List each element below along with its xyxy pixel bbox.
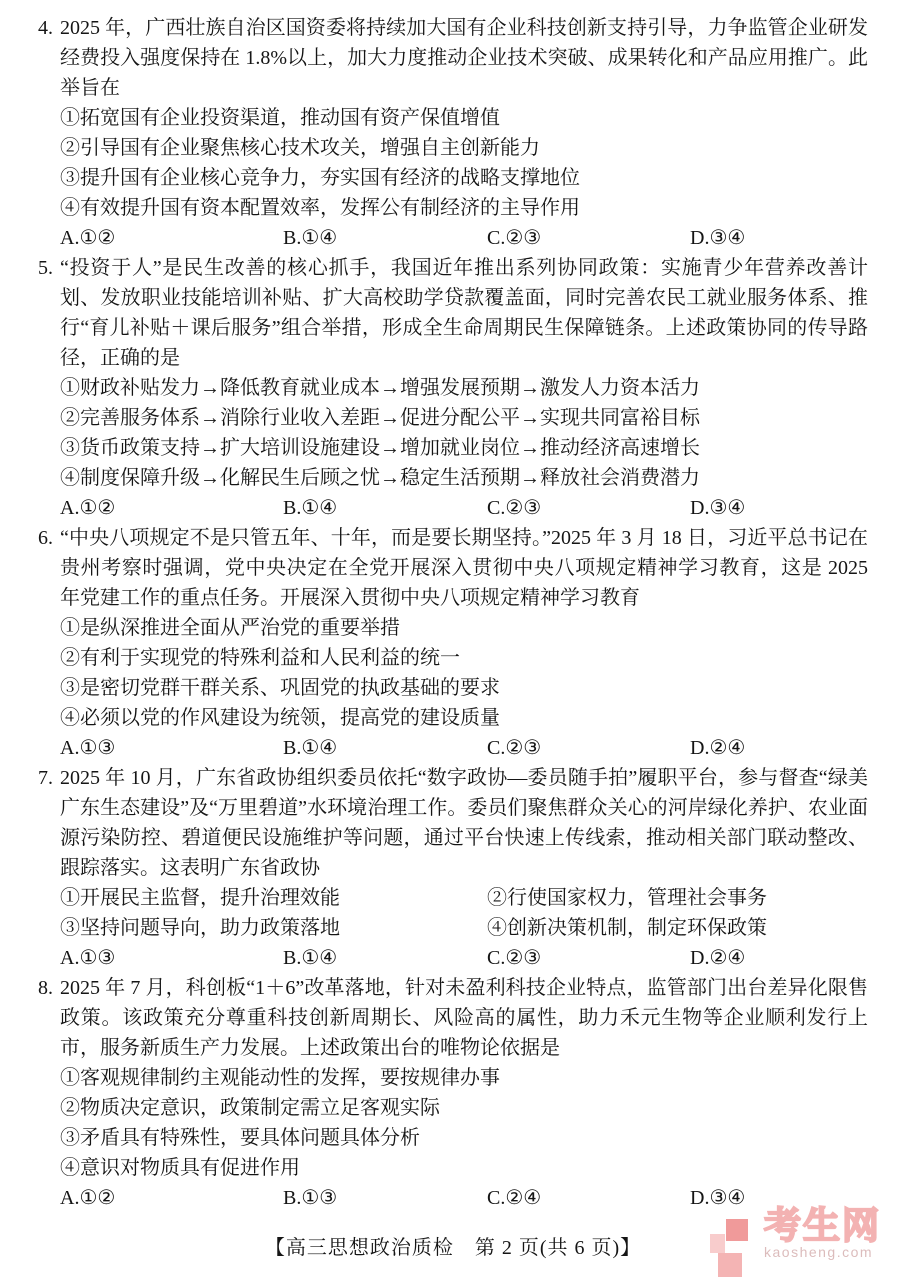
question-8-option-c: C.②④ [487, 1187, 542, 1209]
question-6-item-2: ②有利于实现党的特殊利益和人民利益的统一 [60, 647, 460, 669]
question-5-item-4: ④制度保障升级→化解民生后顾之忧→稳定生活预期→释放社会消费潜力 [60, 467, 700, 489]
question-6-option-d: D.②④ [690, 737, 746, 759]
question-5-stem [38, 253, 868, 373]
question-8-item-4: ④意识对物质具有促进作用 [60, 1157, 300, 1179]
question-5-option-b: B.①④ [283, 497, 338, 519]
question-4-item-3: ③提升国有企业核心竞争力，夯实国有经济的战略支撑地位 [60, 167, 580, 189]
question-7-option-b: B.①④ [283, 947, 338, 969]
page-footer: 【高三思想政治质检 第 2 页(共 6 页)】 [264, 1237, 642, 1259]
question-6-item-1: ①是纵深推进全面从严治党的重要举措 [60, 617, 400, 639]
question-5-item-2: ②完善服务体系→消除行业收入差距→促进分配公平→实现共同富裕目标 [60, 407, 700, 429]
question-4-option-a: A.①② [60, 227, 116, 249]
question-4-item-4: ④有效提升国有资本配置效率，发挥公有制经济的主导作用 [60, 197, 580, 219]
question-8-item-1: ①客观规律制约主观能动性的发挥，要按规律办事 [60, 1067, 500, 1089]
question-7-stem-text: 2025 年 10 月，广东省政协组织委员依托“数字政协—委员随手拍”履职平台，参与督查“绿美广东生态建设”及“万里碧道”水环境治理工作。委员们聚焦群众关心的河岸绿化养护、农业面源污染防控、碧道便民设施维护等问题，通过平台快速上传线索，推动相关部门联动整改、跟踪落实。这表明广东省政协 [60, 767, 868, 879]
question-5-option-d: D.③④ [690, 497, 746, 519]
question-7-item-1: ①开展民主监督，提升治理效能 [60, 887, 340, 909]
question-8-options [38, 1183, 868, 1213]
question-7-option-c: C.②③ [487, 947, 542, 969]
question-7-stem [38, 763, 868, 883]
question-4-stem [38, 13, 868, 103]
question-6-option-b: B.①④ [283, 737, 338, 759]
question-8-number: 8. [38, 977, 53, 999]
question-7-number: 7. [38, 767, 53, 789]
question-4-item-2: ②引导国有企业聚焦核心技术攻关，增强自主创新能力 [60, 137, 540, 159]
question-6-items [38, 613, 868, 733]
question-7-option-a: A.①③ [60, 947, 116, 969]
question-6 [38, 523, 868, 763]
question-8-items [38, 1063, 868, 1183]
question-8-option-a: A.①② [60, 1187, 116, 1209]
question-8 [38, 973, 868, 1213]
question-8-item-2: ②物质决定意识，政策制定需立足客观实际 [60, 1097, 440, 1119]
question-7-items [38, 883, 868, 943]
question-5 [38, 253, 868, 523]
question-8-stem-text: 2025 年 7 月，科创板“1＋6”改革落地，针对未盈利科技企业特点，监管部门出台差异化限售政策。该政策充分尊重科技创新周期长、风险高的属性，助力禾元生物等企业顺利发行上市，服务新质生产力发展。上述政策出台的唯物论依据是 [60, 977, 868, 1059]
question-4-item-1: ①拓宽国有企业投资渠道，推动国有资产保值增值 [60, 107, 500, 129]
question-5-item-1: ①财政补贴发力→降低教育就业成本→增强发展预期→激发人力资本活力 [60, 377, 700, 399]
question-8-option-b: B.①③ [283, 1187, 338, 1209]
question-6-stem [38, 523, 868, 613]
question-7-options [38, 943, 868, 973]
question-4-option-d: D.③④ [690, 227, 746, 249]
question-5-option-a: A.①② [60, 497, 116, 519]
question-4-number: 4. [38, 17, 53, 39]
question-5-option-c: C.②③ [487, 497, 542, 519]
question-5-stem-text: “投资于人”是民生改善的核心抓手，我国近年推出系列协同政策：实施青少年营养改善计划、发放职业技能培训补贴、扩大高校助学贷款覆盖面，同时完善农民工就业服务体系、推行“育儿补贴＋课后服务”组合举措，形成全生命周期民生保障链条。上述政策协同的传导路径，正确的是 [60, 257, 868, 369]
watermark-domain-text: kaosheng.com [764, 1244, 874, 1260]
question-7-item-4: ④创新决策机制，制定环保政策 [487, 917, 767, 939]
question-7-item-3: ③坚持问题导向，助力政策落地 [60, 917, 340, 939]
question-4-items [38, 103, 868, 223]
question-6-item-4: ④必须以党的作风建设为统领，提高党的建设质量 [60, 707, 500, 729]
question-6-stem-text: “中央八项规定不是只管五年、十年，而是要长期坚持。”2025 年 3 月 18 日，习近平总书记在贵州考察时强调，党中央决定在全党开展深入贯彻中央八项规定精神学习教育，这是 2025 年党建工作的重点任务。开展深入贯彻中央八项规定精神学习教育 [60, 527, 868, 609]
question-8-item-3: ③矛盾具有特殊性，要具体问题具体分析 [60, 1127, 420, 1149]
question-5-options [38, 493, 868, 523]
question-6-option-c: C.②③ [487, 737, 542, 759]
question-4-option-b: B.①④ [283, 227, 338, 249]
question-5-items [38, 373, 868, 493]
question-4-option-c: C.②③ [487, 227, 542, 249]
question-6-option-a: A.①③ [60, 737, 116, 759]
question-7-option-d: D.②④ [690, 947, 746, 969]
question-6-item-3: ③是密切党群干群关系、巩固党的执政基础的要求 [60, 677, 500, 699]
question-5-item-3: ③货币政策支持→扩大培训设施建设→增加就业岗位→推动经济高速增长 [60, 437, 700, 459]
question-4-stem-text: 2025 年，广西壮族自治区国资委将持续加大国有企业科技创新支持引导，力争监管企业研发经费投入强度保持在 1.8%以上，加大力度推动企业技术突破、成果转化和产品应用推广。此举旨在 [60, 17, 868, 99]
question-4 [38, 13, 868, 253]
question-6-number: 6. [38, 527, 53, 549]
question-4-options [38, 223, 868, 253]
question-7-item-2: ②行使国家权力，管理社会事务 [487, 887, 767, 909]
question-7 [38, 763, 868, 973]
question-8-stem [38, 973, 868, 1063]
watermark-brand-text: 考生网 [764, 1205, 881, 1246]
question-5-number: 5. [38, 257, 53, 279]
question-6-options [38, 733, 868, 763]
question-8-option-d: D.③④ [690, 1187, 746, 1209]
